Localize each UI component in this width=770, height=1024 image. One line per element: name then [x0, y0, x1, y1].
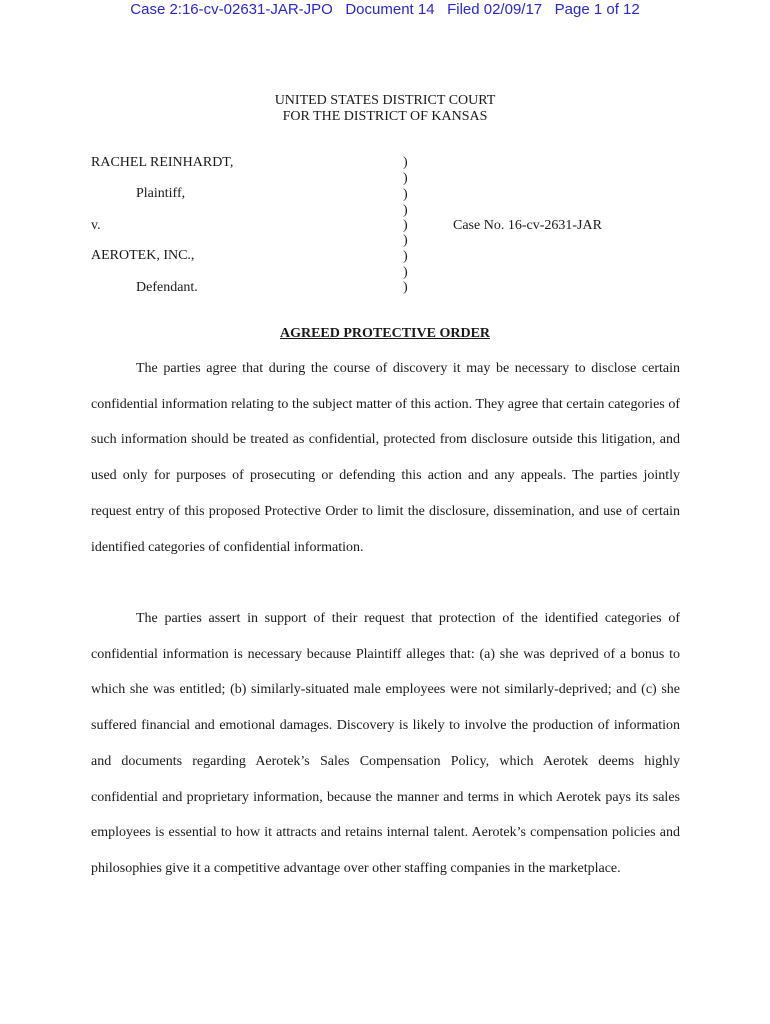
- court-district: FOR THE DISTRICT OF KANSAS: [282, 109, 488, 124]
- caption-paren: ): [403, 171, 408, 186]
- caption-paren: ): [403, 233, 408, 248]
- caption-paren: ): [403, 218, 408, 233]
- plaintiff-name: RACHEL REINHARDT,: [91, 155, 234, 170]
- body-paragraph-2: The parties assert in support of their request that protection of the identified categories of confidential information is necessary because Plaintiff alleges that: (a) she was deprived of a bonus to which she was entitled; (b) similarly-situated male employees were not similarly-deprived; and (c) she suffered financial and emotional damages. Discovery is likely to involve the production of information and documents regarding Aerotek’s Sales Compensation Policy, which Aerotek deems highly confidential and proprietary information, because the manner and terms in which Aerotek pays its sales employees is essential to how it attracts and retains internal talent. Aerotek’s compensation policies and philosophies give it a competitive advantage over other staffing companies in the marketplace.: [91, 611, 680, 876]
- caption-paren: ): [403, 249, 408, 264]
- defendant-role: Defendant.: [136, 280, 198, 295]
- document-title: AGREED PROTECTIVE ORDER: [279, 326, 491, 341]
- case-number: Case No. 16-cv-2631-JAR: [453, 218, 602, 233]
- plaintiff-role: Plaintiff,: [136, 186, 186, 201]
- caption-paren: ): [403, 187, 408, 202]
- caption-paren: ): [403, 155, 408, 170]
- caption-paren: ): [403, 203, 408, 218]
- versus-label: v.: [91, 218, 101, 233]
- defendant-name: AEROTEK, INC.,: [91, 248, 195, 263]
- court-name: UNITED STATES DISTRICT COURT: [274, 93, 496, 108]
- ecf-header-stamp: Case 2:16-cv-02631-JAR-JPO Document 14 Filed 02/09/17 Page 1 of 12: [130, 1, 640, 18]
- caption-paren: ): [403, 265, 408, 280]
- body-paragraph-1: The parties agree that during the course of discovery it may be necessary to disclose certain confidential information relating to the subject matter of this action. They agree that certain categories of such information should be treated as confidential, protected from disclosure outside this litigation, and used only for purposes of prosecuting or defending this action and any appeals. The parties jointly request entry of this proposed Protective Order to limit the disclosure, dissemination, and use of certain identified categories of confidential information.: [91, 361, 680, 555]
- caption-paren: ): [403, 280, 408, 295]
